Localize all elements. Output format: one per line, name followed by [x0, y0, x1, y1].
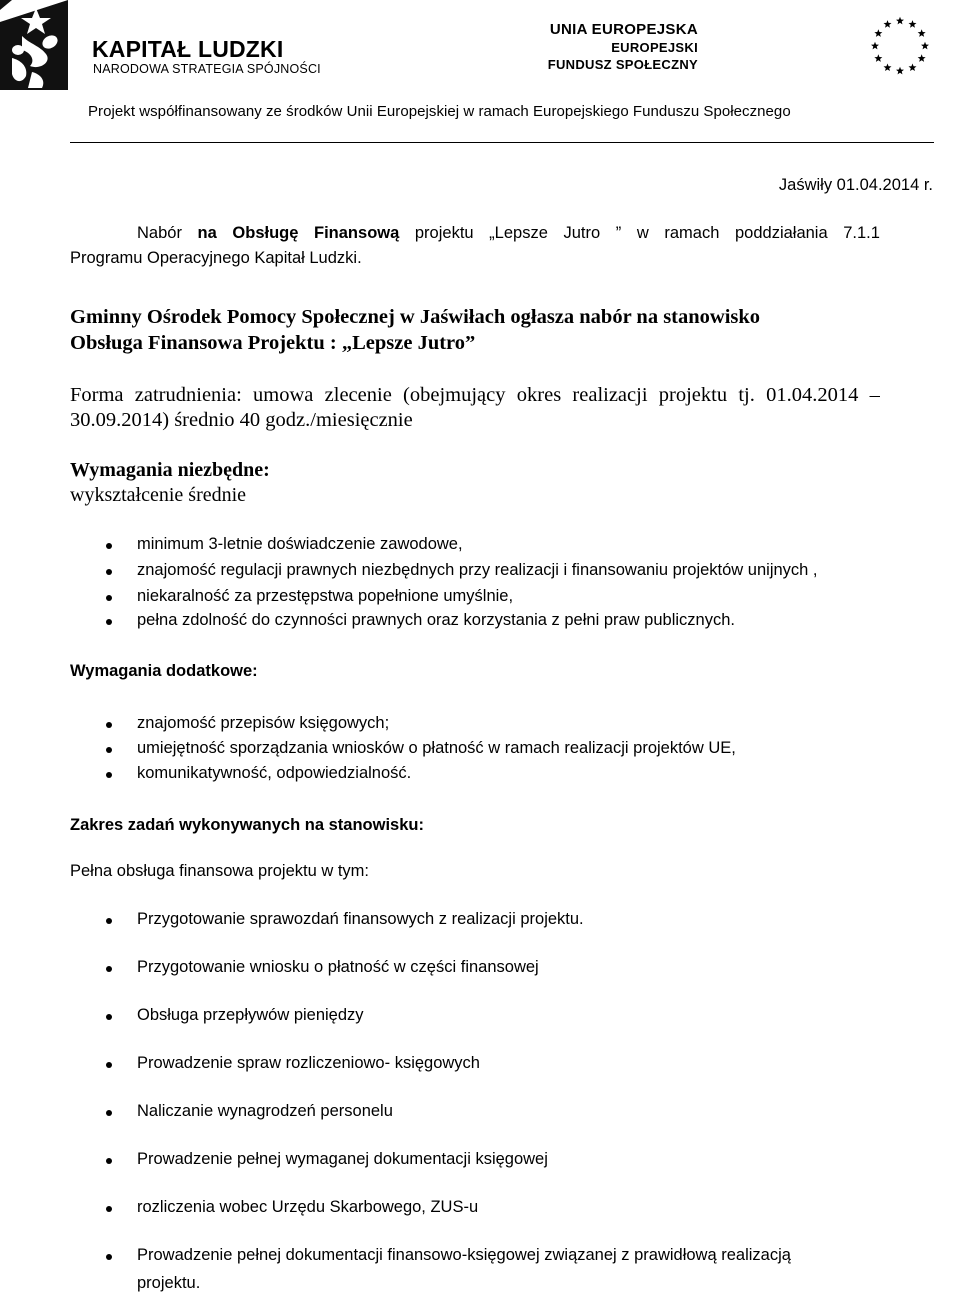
bullet-icon — [106, 1014, 112, 1020]
additional-heading: Wymagania dodatkowe: — [70, 662, 258, 680]
tasks-intro: Pełna obsługa finansowa projektu w tym: — [70, 862, 369, 880]
star-icon — [896, 17, 904, 25]
bullet-icon — [106, 747, 112, 753]
word: zlecenie — [324, 384, 392, 406]
word: projektu — [658, 384, 728, 406]
word: 7.1.1 — [843, 224, 880, 242]
star-icon — [871, 42, 879, 50]
bullet-icon — [106, 595, 112, 601]
word: umowa — [253, 384, 314, 406]
bullet-icon — [106, 966, 112, 972]
star-icon — [874, 54, 882, 62]
eu-flag-icon — [868, 14, 932, 78]
word: 01.04.2014 — [766, 384, 859, 406]
bullet-icon — [106, 619, 112, 625]
word: okres — [516, 384, 562, 406]
star-icon — [921, 42, 929, 50]
eu-logo-line2: EUROPEJSKI — [611, 40, 698, 55]
bullet-icon — [106, 569, 112, 575]
star-icon — [896, 67, 904, 75]
bullet-icon — [106, 722, 112, 728]
word: zatrudnienia: — [134, 384, 242, 406]
word: tj. — [738, 384, 755, 406]
word: „Lepsze — [489, 224, 548, 242]
task-item-continuation: projektu. — [137, 1274, 201, 1292]
word: Nabór — [137, 224, 182, 242]
word: ” — [615, 224, 622, 242]
bullet-icon — [106, 1062, 112, 1068]
word: na — [197, 224, 217, 242]
word: realizacji — [572, 384, 648, 406]
cofunding-note: Projekt współfinansowany ze środków Unii Europejskiej w ramach Europejskiego Funduszu Społecznego — [88, 103, 791, 120]
tasks-heading: Zakres zadań wykonywanych na stanowisku: — [70, 816, 424, 834]
word: projektu — [414, 224, 474, 242]
recruitment-line-2: Programu Operacyjnego Kapitał Ludzki. — [70, 249, 362, 267]
word: ramach — [664, 224, 720, 242]
star-icon — [909, 20, 917, 28]
kapital-ludzki-logo — [0, 0, 330, 90]
organization-announcement: Gminny Ośrodek Pomocy Społecznej w Jaświłach ogłasza nabór na stanowisko — [70, 306, 761, 328]
bullet-icon — [106, 772, 112, 778]
kl-logo-subtitle: NARODOWA STRATEGIA SPÓJNOŚCI — [93, 62, 321, 76]
eu-logo-line3: FUNDUSZ SPOŁECZNY — [547, 57, 698, 72]
bullet-icon — [106, 543, 112, 549]
word: Finansową — [314, 224, 400, 242]
star-icon — [884, 20, 892, 28]
star-icon — [918, 54, 926, 62]
bullet-icon — [106, 1110, 112, 1116]
bullet-icon — [106, 918, 112, 924]
word: Obsługę — [232, 224, 299, 242]
kl-logo-title: KAPITAŁ LUDZKI — [92, 36, 284, 62]
star-icon — [918, 29, 926, 37]
word: (obejmujący — [403, 384, 506, 406]
word: – — [869, 384, 880, 406]
word: Jutro — [563, 224, 601, 242]
header-divider — [70, 142, 934, 143]
bullet-icon — [106, 1158, 112, 1164]
word: poddziałania — [734, 224, 828, 242]
word: w — [636, 224, 649, 242]
eu-logo-text — [548, 20, 698, 73]
bullet-icon — [106, 1254, 112, 1260]
position-title: Obsługa Finansowa Projektu : „Lepsze Jutro” — [70, 332, 476, 354]
eu-logo-line1: UNIA EUROPEJSKA — [549, 21, 698, 38]
employment-form-line-1 — [70, 384, 880, 407]
kapital-ludzki-logo-icon — [0, 0, 90, 90]
required-heading: Wymagania niezbędne: — [70, 459, 270, 481]
employment-form-line-2: 30.09.2014) średnio 40 godz./miesięcznie — [70, 409, 413, 431]
star-icon — [909, 63, 917, 71]
required-education: wykształcenie średnie — [70, 484, 247, 506]
star-icon — [884, 63, 892, 71]
star-icon — [874, 29, 882, 37]
word: Forma — [70, 384, 124, 406]
recruitment-line-1 — [137, 224, 880, 243]
document-date: Jaświły 01.04.2014 r. — [778, 176, 933, 194]
bullet-icon — [106, 1206, 112, 1212]
